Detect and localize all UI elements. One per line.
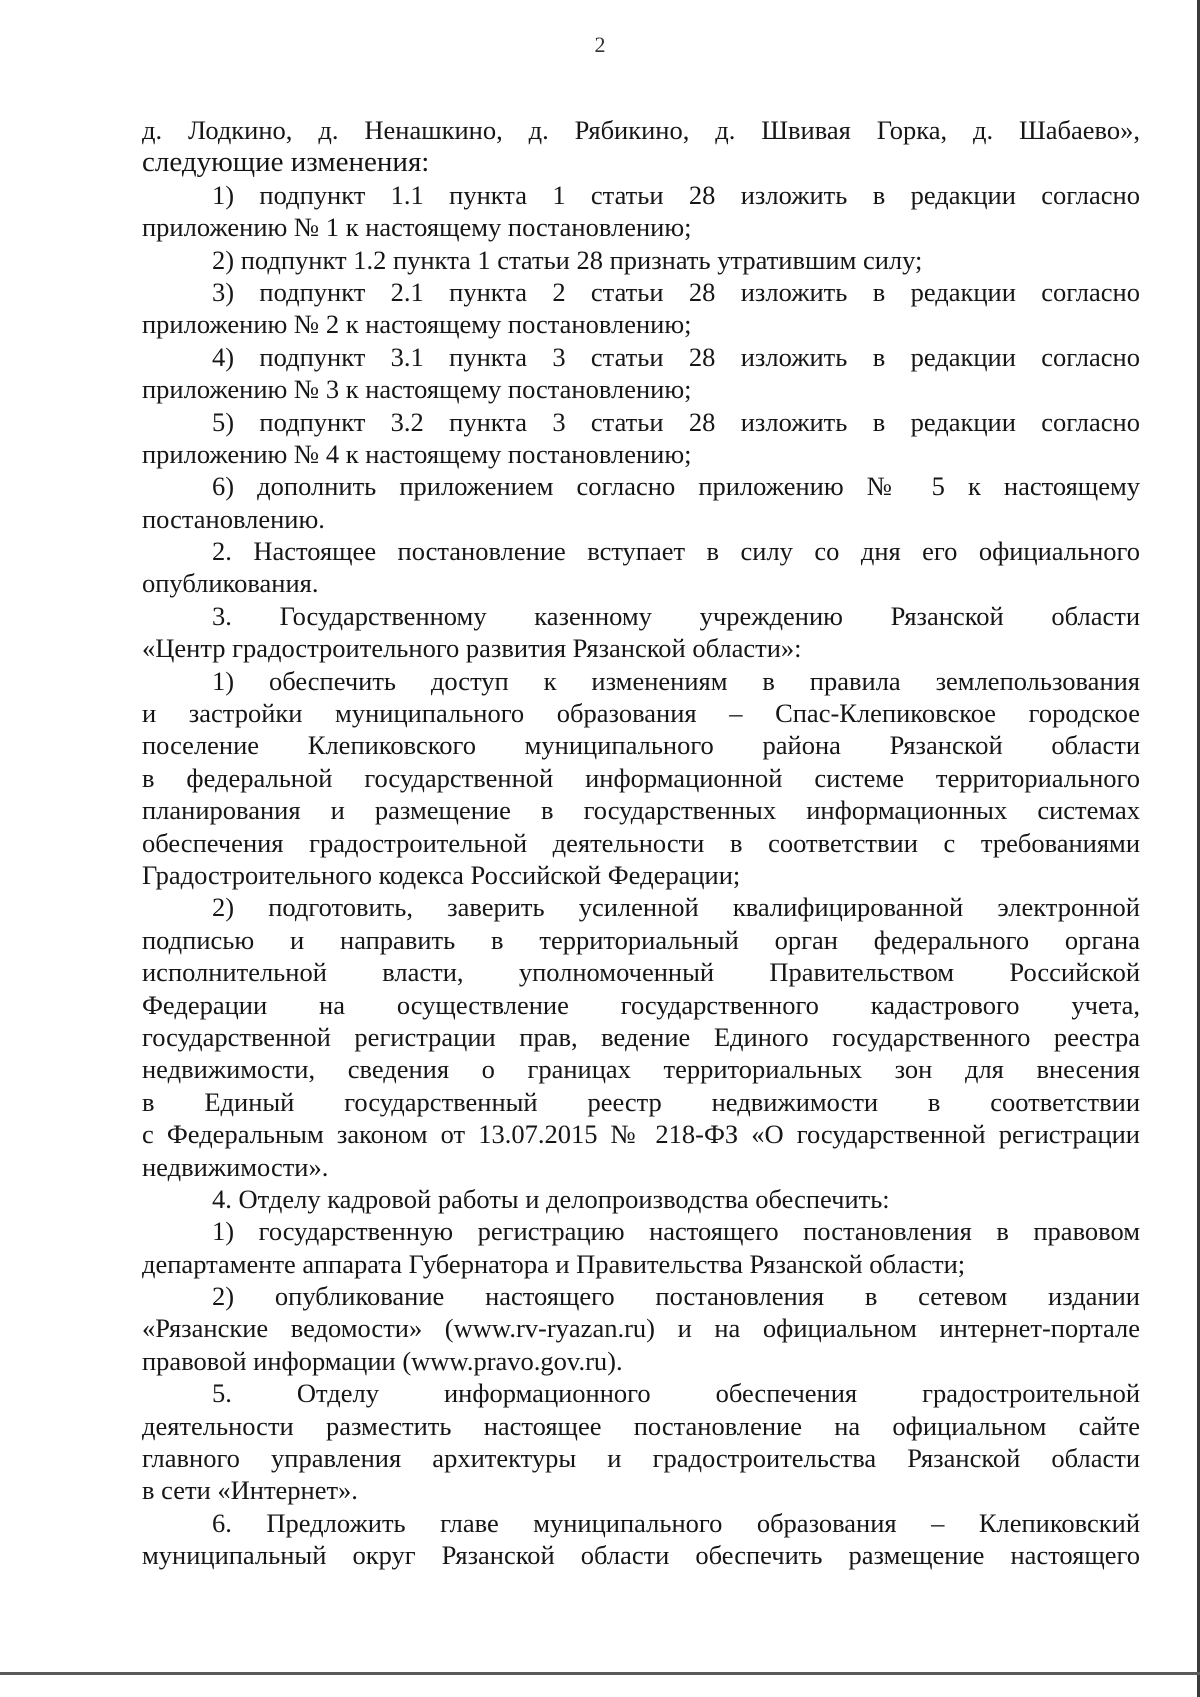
text-line: 5) подпункт 3.2 пункта 3 статьи 28 изложить в редакции согласно xyxy=(212,406,1140,437)
text-line: 3. Государственному казенному учреждению Рязанской области xyxy=(212,600,1140,631)
text-line: исполнительной власти, уполномоченный Правительством Российской xyxy=(142,957,1140,988)
text-line: 2) подготовить, заверить усиленной квалифицированной электронной xyxy=(212,892,1140,923)
text-line: «Центр градостроительного развития Рязанской области»: xyxy=(142,633,802,664)
text-line: 6) дополнить приложением согласно приложению № 5 к настоящему xyxy=(212,471,1140,502)
text-line: следующие изменения: xyxy=(142,146,430,179)
text-line: 2) подпункт 1.2 пункта 1 статьи 28 признать утратившим силу; xyxy=(212,244,923,275)
text-line: муниципальный округ Рязанской области обеспечить размещение настоящего xyxy=(142,1540,1140,1571)
text-line: приложению № 2 к настоящему постановлению; xyxy=(142,309,692,340)
text-line: приложению № 4 к настоящему постановлению; xyxy=(142,438,692,469)
text-line: в федеральной государственной информационной системе территориального xyxy=(142,762,1140,793)
text-line: 3) подпункт 2.1 пункта 2 статьи 28 изложить в редакции согласно xyxy=(212,276,1140,307)
text-line: 1) государственную регистрацию настоящего постановления в правовом xyxy=(212,1216,1140,1247)
text-line: 5. Отделу информационного обеспечения градостроительной xyxy=(212,1378,1140,1409)
text-line: опубликования. xyxy=(142,568,319,599)
scan-edge-bottom xyxy=(0,1672,1200,1675)
document-body xyxy=(142,114,1140,1572)
text-line: правовой информации (www.pravo.gov.ru). xyxy=(142,1345,623,1376)
text-line: подписью и направить в территориальный орган федерального органа xyxy=(142,924,1140,955)
text-line: государственной регистрации прав, ведение Единого государственного реестра xyxy=(142,1021,1140,1052)
text-line: приложению № 1 к настоящему постановлению; xyxy=(142,212,692,243)
text-line: постановлению. xyxy=(142,503,325,534)
text-line: департаменте аппарата Губернатора и Правительства Рязанской области; xyxy=(142,1248,966,1279)
text-line: обеспечения градостроительной деятельности в соответствии с требованиями xyxy=(142,827,1140,858)
text-line: недвижимости». xyxy=(142,1151,329,1182)
text-line: в сети «Интернет». xyxy=(142,1475,358,1506)
text-line: Градостроительного кодекса Российской Федерации; xyxy=(142,859,741,890)
text-line: 4. Отделу кадровой работы и делопроизводства обеспечить: xyxy=(212,1183,890,1214)
text-line: 4) подпункт 3.1 пункта 3 статьи 28 изложить в редакции согласно xyxy=(212,341,1140,372)
text-line: 2) опубликование настоящего постановления в сетевом издании xyxy=(212,1281,1140,1312)
text-line: планирования и размещение в государственных информационных системах xyxy=(142,795,1140,826)
text-line: «Рязанские ведомости» (www.rv-ryazan.ru) и на официальном интернет-портале xyxy=(142,1313,1140,1344)
text-line: с Федеральным законом от 13.07.2015 № 218-ФЗ «О государственной регистрации xyxy=(142,1119,1140,1150)
text-line: Федерации на осуществление государственного кадастрового учета, xyxy=(142,989,1140,1020)
text-line: д. Лодкино, д. Ненашкино, д. Рябикино, д. Швивая Горка, д. Шабаево», xyxy=(142,115,1140,145)
text-line: главного управления архитектуры и градостроительства Рязанской области xyxy=(142,1443,1140,1474)
text-line: 6. Предложить главе муниципального образования – Клепиковский xyxy=(212,1507,1140,1538)
text-line: и застройки муниципального образования – Спас-Клепиковское городское xyxy=(142,698,1140,729)
text-line: недвижимости, сведения о границах территориальных зон для внесения xyxy=(142,1054,1140,1085)
text-line: в Единый государственный реестр недвижимости в соответствии xyxy=(142,1086,1140,1117)
text-line: приложению № 3 к настоящему постановлению; xyxy=(142,374,692,405)
text-line: 1) подпункт 1.1 пункта 1 статьи 28 изложить в редакции согласно xyxy=(212,179,1140,210)
text-line: 1) обеспечить доступ к изменениям в правила землепользования xyxy=(212,665,1140,696)
text-line: деятельности разместить настоящее постановление на официальном сайте xyxy=(142,1410,1140,1441)
page-number: 2 xyxy=(594,32,606,57)
text-line: 2. Настоящее постановление вступает в силу со дня его официального xyxy=(212,536,1140,567)
text-line: поселение Клепиковского муниципального района Рязанской области xyxy=(142,730,1140,761)
